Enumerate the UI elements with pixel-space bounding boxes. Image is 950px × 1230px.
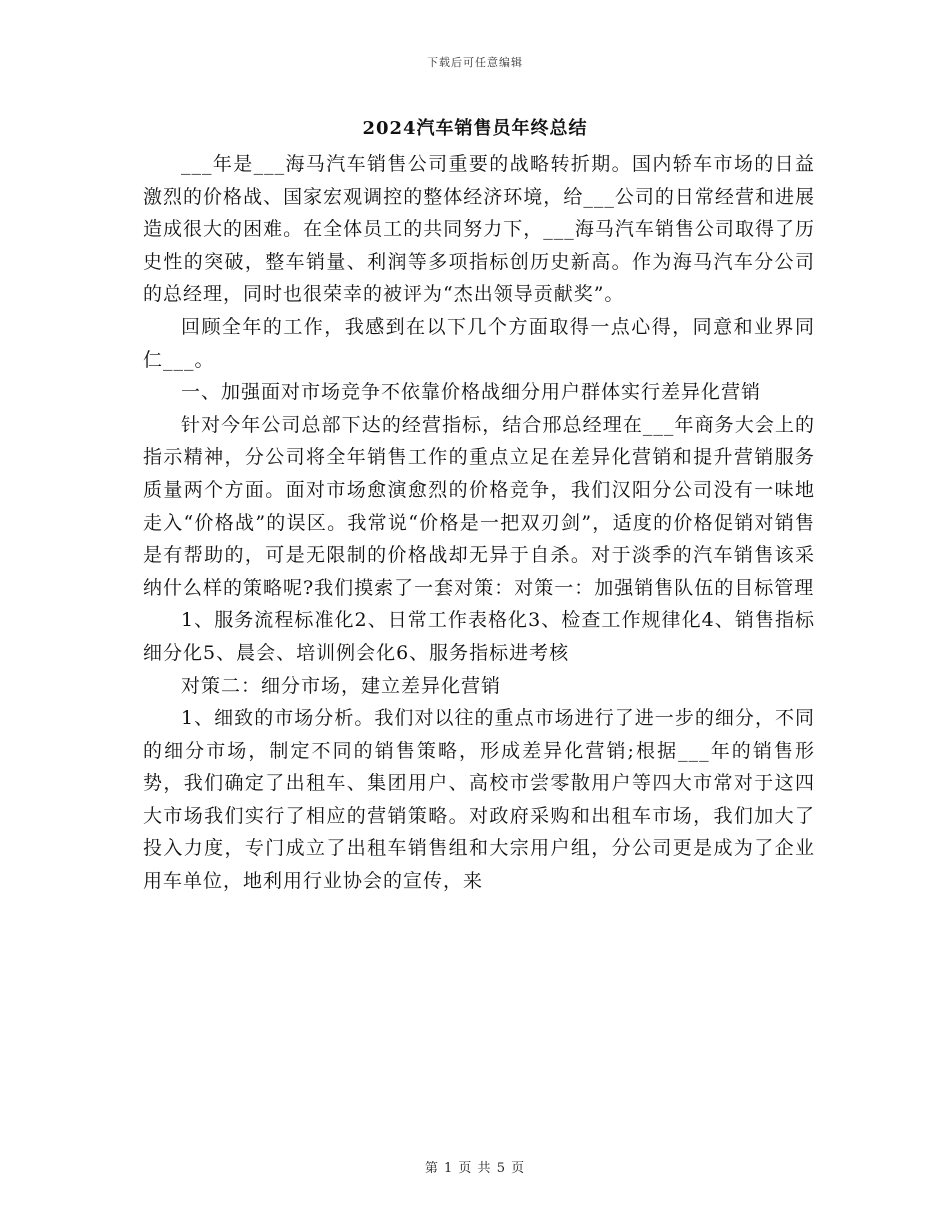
- paragraph: 针对今年公司总部下达的经营指标，结合邢总经理在___年商务大会上的指示精神，分公司将全年销售工作的重点立足在差异化营销和提升营销服务质量两个方面。面对市场愈演愈烈的价格竞争，我们汉阳分公司没有一味地走入“价格战”的误区。我常说“价格是一把双刃剑”，适度的价格促销对销售是有帮助的，可是无限制的价格战却无异于自杀。对于淡季的汽车销售该采纳什么样的策略呢?我们摸索了一套对策：对策一：加强销售队伍的目标管理: [143, 413, 815, 599]
- paragraph: ___年是___海马汽车销售公司重要的战略转折期。国内轿车市场的日益激烈的价格战、国家宏观调控的整体经济环境，给___公司的日常经营和进展造成很大的困难。在全体员工的共同努力下，___海马汽车销售公司取得了历史性的突破，整车销量、利润等多项指标创历史新高。作为海马汽车分公司的总经理，同时也很荣幸的被评为“杰出领导贡献奖”。: [143, 153, 815, 306]
- page-footer: 第 1 页 共 5 页: [424, 1161, 526, 1176]
- paragraph: 1、服务流程标准化2、日常工作表格化3、检查工作规律化4、销售指标细分化5、晨会、培训例会化6、服务指标进考核: [143, 609, 815, 664]
- section-heading: 一、加强面对市场竞争不依靠价格战细分用户群体实行差异化营销: [181, 381, 762, 404]
- document-title: 2024汽车销售员年终总结: [362, 118, 588, 139]
- paragraph: 1、细致的市场分析。我们对以往的重点市场进行了进一步的细分，不同的细分市场，制定不同的销售策略，形成差异化营销;根据___年的销售形势，我们确定了出租车、集团用户、高校市尝零散用户等四大市常对于这四大市场我们实行了相应的营销策略。对政府采购和出租车市场，我们加大了投入力度，专门成立了出租车销售组和大宗用户组，分公司更是成为了企业用车单位，地利用行业协会的宣传，来: [143, 707, 815, 893]
- paragraph: 对策二：细分市场，建立差异化营销: [181, 674, 502, 697]
- paragraph: 回顾全年的工作，我感到在以下几个方面取得一点心得，同意和业界同仁___。: [143, 315, 815, 371]
- header-note: 下载后可任意编辑: [427, 56, 523, 69]
- document-body: [143, 148, 815, 898]
